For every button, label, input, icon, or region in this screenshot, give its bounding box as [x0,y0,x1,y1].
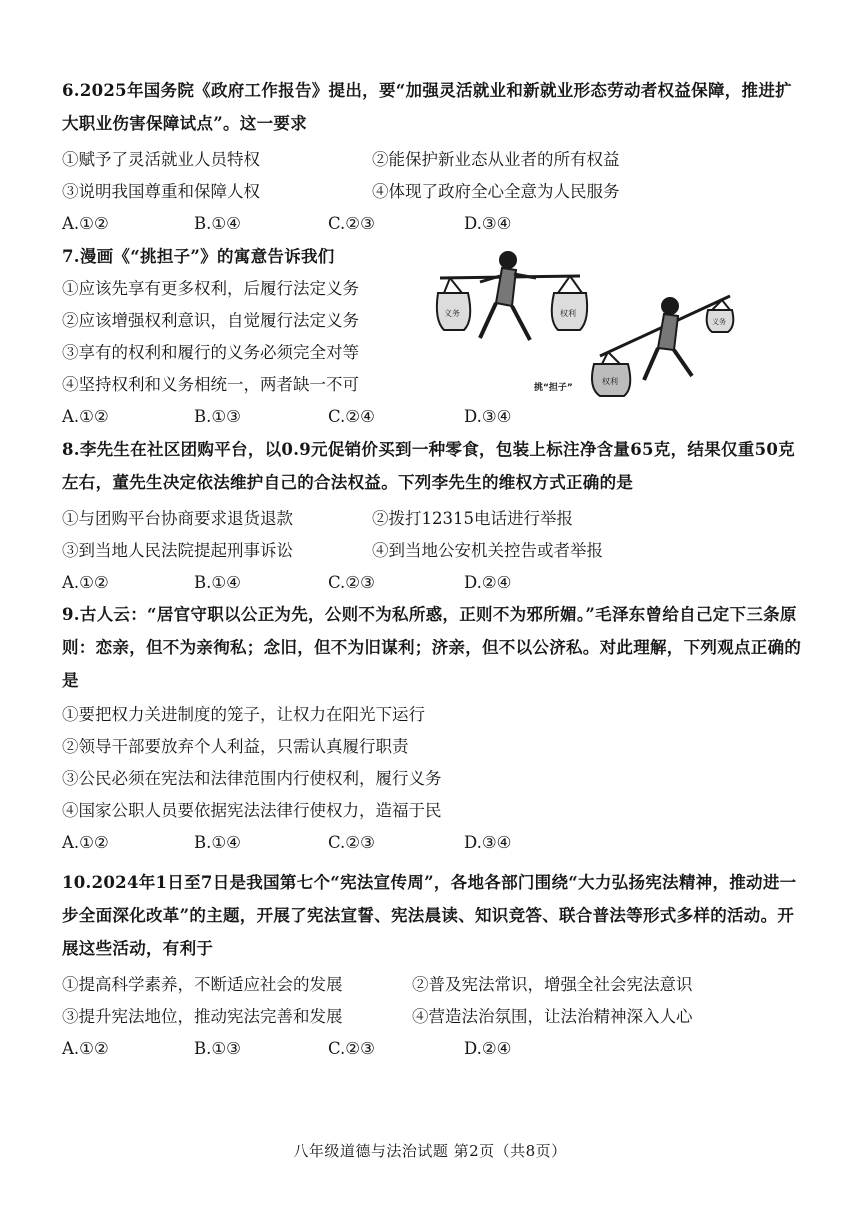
question-9-option-4-row [62,795,802,827]
question-10-answer-b: B.①③ [194,1039,241,1058]
question-8-answer-c: C.②③ [328,573,375,592]
cartoon-panel-left [437,252,587,340]
question-7-answer-b: B.①③ [194,407,241,426]
question-9-answer-d: D.③④ [464,833,512,852]
cartoon-left-bag-label-2: 权利 [560,309,576,318]
question-10-options-row-1 [62,969,802,1001]
question-7-answer-d: D.③④ [464,407,512,426]
question-9-option-1-row [62,699,802,731]
question-8-option-2: ②拨打12315电话进行举报 [372,509,573,528]
question-10-answers [62,1033,802,1065]
question-9-answer-b: B.①④ [194,833,241,852]
question-6-answers [62,208,802,240]
question-6-answer-b: B.①④ [194,214,241,233]
question-9-answer-a: A.①② [62,833,109,852]
question-8-option-1: ①与团购平台协商要求退货退款 [62,509,293,528]
question-9-option-3-row [62,763,802,795]
question-6-option-1: ①赋予了灵活就业人员特权 [62,150,260,169]
question-9-answers [62,827,802,859]
question-9-option-2: ②领导干部要放弃个人利益，只需认真履行职责 [62,737,409,756]
question-8-options-row-2 [62,535,802,567]
question-6-options-row-1 [62,144,802,176]
question-8-answers [62,567,802,599]
cartoon-caption: 挑“担子” [534,383,573,393]
question-8-option-4: ④到当地公安机关控告或者举报 [372,541,603,560]
page-footer: 八年级道德与法治试题 第2页（共8页） [293,1142,567,1160]
cartoon-right-bag-label-1: 权利 [602,377,618,386]
question-6-options-row-2 [62,176,802,208]
question-8-options-row-1 [62,503,802,535]
question-7-option-2: ②应该增强权利意识，自觉履行法定义务 [62,311,359,330]
question-7-option-3: ③享有的权利和履行的义务必须完全对等 [62,343,359,362]
question-10-option-3: ③提升宪法地位，推动宪法完善和发展 [62,1007,343,1026]
question-6-answer-d: D.③④ [464,214,512,233]
question-8-answer-d: D.②④ [464,573,512,592]
question-8-answer-b: B.①④ [194,573,241,592]
cartoon-left-bag-label-1: 义务 [444,309,460,318]
question-10-stem: 10.2024年1日至7日是我国第七个“宪法宣传周”，各地各部门围绕“大力弘扬宪法精神，推动进一步全面深化改革”的主题，开展了宪法宣誓、宪法晨读、知识竞答、联合普法等形式多样的活动。开展这些活动，有利于 [62,873,797,958]
question-10-answer-d: D.②④ [464,1039,512,1058]
question-6-option-4: ④体现了政府全心全意为人民服务 [372,182,620,201]
question-7-option-1: ①应该先享有更多权利，后履行法定义务 [62,279,359,298]
question-10-answer-a: A.①② [62,1039,109,1058]
question-9-option-1: ①要把权力关进制度的笼子，让权力在阳光下运行 [62,705,425,724]
question-8-option-3: ③到当地人民法院提起刑事诉讼 [62,541,293,560]
question-7-cartoon [430,248,810,398]
question-10 [62,866,802,1065]
cartoon-right-bag-label-2: 义务 [712,318,726,326]
question-7-option-4: ④坚持权利和义务相统一，两者缺一不可 [62,375,359,394]
question-10-option-4: ④营造法治氛围，让法治精神深入人心 [412,1007,693,1026]
question-7-stem: 7.漫画《“挑担子”》的寓意告诉我们 [62,247,335,266]
question-6-answer-a: A.①② [62,214,109,233]
question-10-answer-c: C.②③ [328,1039,375,1058]
question-8-answer-a: A.①② [62,573,109,592]
question-10-option-2: ②普及宪法常识，增强全社会宪法意识 [412,975,693,994]
question-9 [62,598,802,859]
question-8 [62,433,802,599]
question-9-option-4: ④国家公职人员要依据宪法法律行使权力，造福于民 [62,801,442,820]
question-10-option-1: ①提高科学素养，不断适应社会的发展 [62,975,343,994]
question-9-answer-c: C.②③ [328,833,375,852]
question-10-options-row-2 [62,1001,802,1033]
question-9-option-2-row [62,731,802,763]
question-6-stem: 6.2025年国务院《政府工作报告》提出，要“加强灵活就业和新就业形态劳动者权益保障，推进扩大职业伤害保障试点”。这一要求 [62,81,792,133]
question-8-stem: 8.李先生在社区团购平台，以0.9元促销价买到一种零食，包装上标注净含量65克，结果仅重50克左右，董先生决定依法维护自己的合法权益。下列李先生的维权方式正确的是 [62,440,795,492]
question-9-option-3: ③公民必须在宪法和法律范围内行使权利，履行义务 [62,769,442,788]
question-7-answer-c: C.②④ [328,407,375,426]
question-9-stem: 9.古人云：“居官守职以公正为先，公则不为私所惑，正则不为邪所媚。”毛泽东曾给自己定下三条原则：恋亲，但不为亲徇私；念旧，但不为旧谋利；济亲，但不以公济私。对此理解，下列观点正确的是 [62,605,802,690]
question-7-answer-a: A.①② [62,407,109,426]
question-7-answers [62,401,802,433]
question-6 [62,74,802,240]
question-6-option-3: ③说明我国尊重和保障人权 [62,182,260,201]
question-6-option-2: ②能保护新业态从业者的所有权益 [372,150,620,169]
question-6-answer-c: C.②③ [328,214,375,233]
